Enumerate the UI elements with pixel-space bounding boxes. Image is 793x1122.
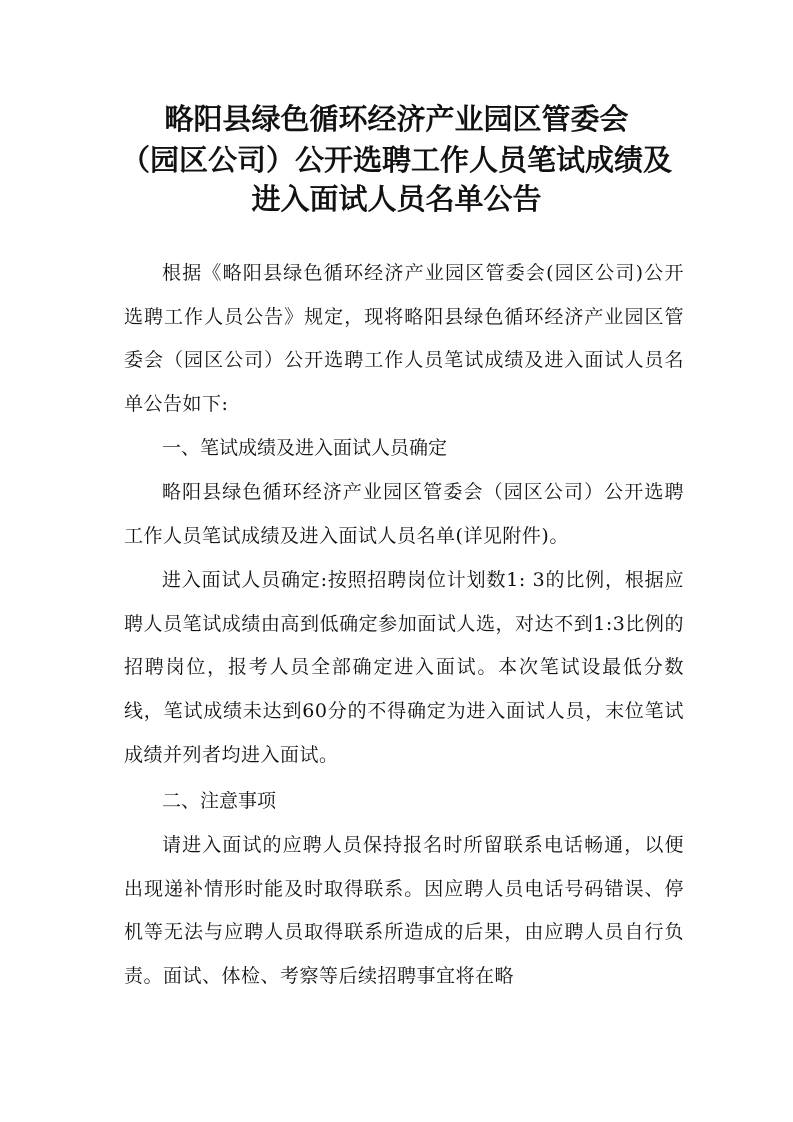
intro-paragraph: 根据《略阳县绿色循环经济产业园区管委会(园区公司)公开选聘工作人员公告》规定，现将略阳县绿色循环经济产业园区管委会（园区公司）公开选聘工作人员笔试成绩及进入面试人员名单公告如下: <box>124 262 684 416</box>
section2-paragraph-1: 请进入面试的应聘人员保持报名时所留联系电话畅通，以便出现递补情形时能及时取得联系。因应聘人员电话号码错误、停机等无法与应聘人员取得联系所造成的后果，由应聘人员自行负责。面试、体检、考察等后续招聘事宜将在略 <box>124 834 684 988</box>
section-heading-1: 一、笔试成绩及进入面试人员确定 <box>162 437 448 459</box>
section1-paragraph-2: 进入面试人员确定:按照招聘岗位计划数1: 3的比例，根据应聘人员笔试成绩由高到低确定参加面试人选，对达不到1:3比例的招聘岗位，报考人员全部确定进入面试。本次笔试设最低分数线，笔试成绩未达到60分的不得确定为进入面试人员，末位笔试成绩并列者均进入面试。 <box>124 569 684 766</box>
title-line-3: 进入面试人员名单公告 <box>251 182 542 216</box>
section-heading-2: 二、注意事项 <box>162 790 277 812</box>
section1-paragraph-1: 略阳县绿色循环经济产业园区管委会（园区公司）公开选聘工作人员笔试成绩及进入面试人员名单(详见附件)。 <box>124 481 684 547</box>
title-line-1: 略阳县绿色循环经济产业园区管委会 <box>164 102 629 136</box>
title-line-2: （园区公司）公开选聘工作人员笔试成绩及 <box>120 143 672 177</box>
